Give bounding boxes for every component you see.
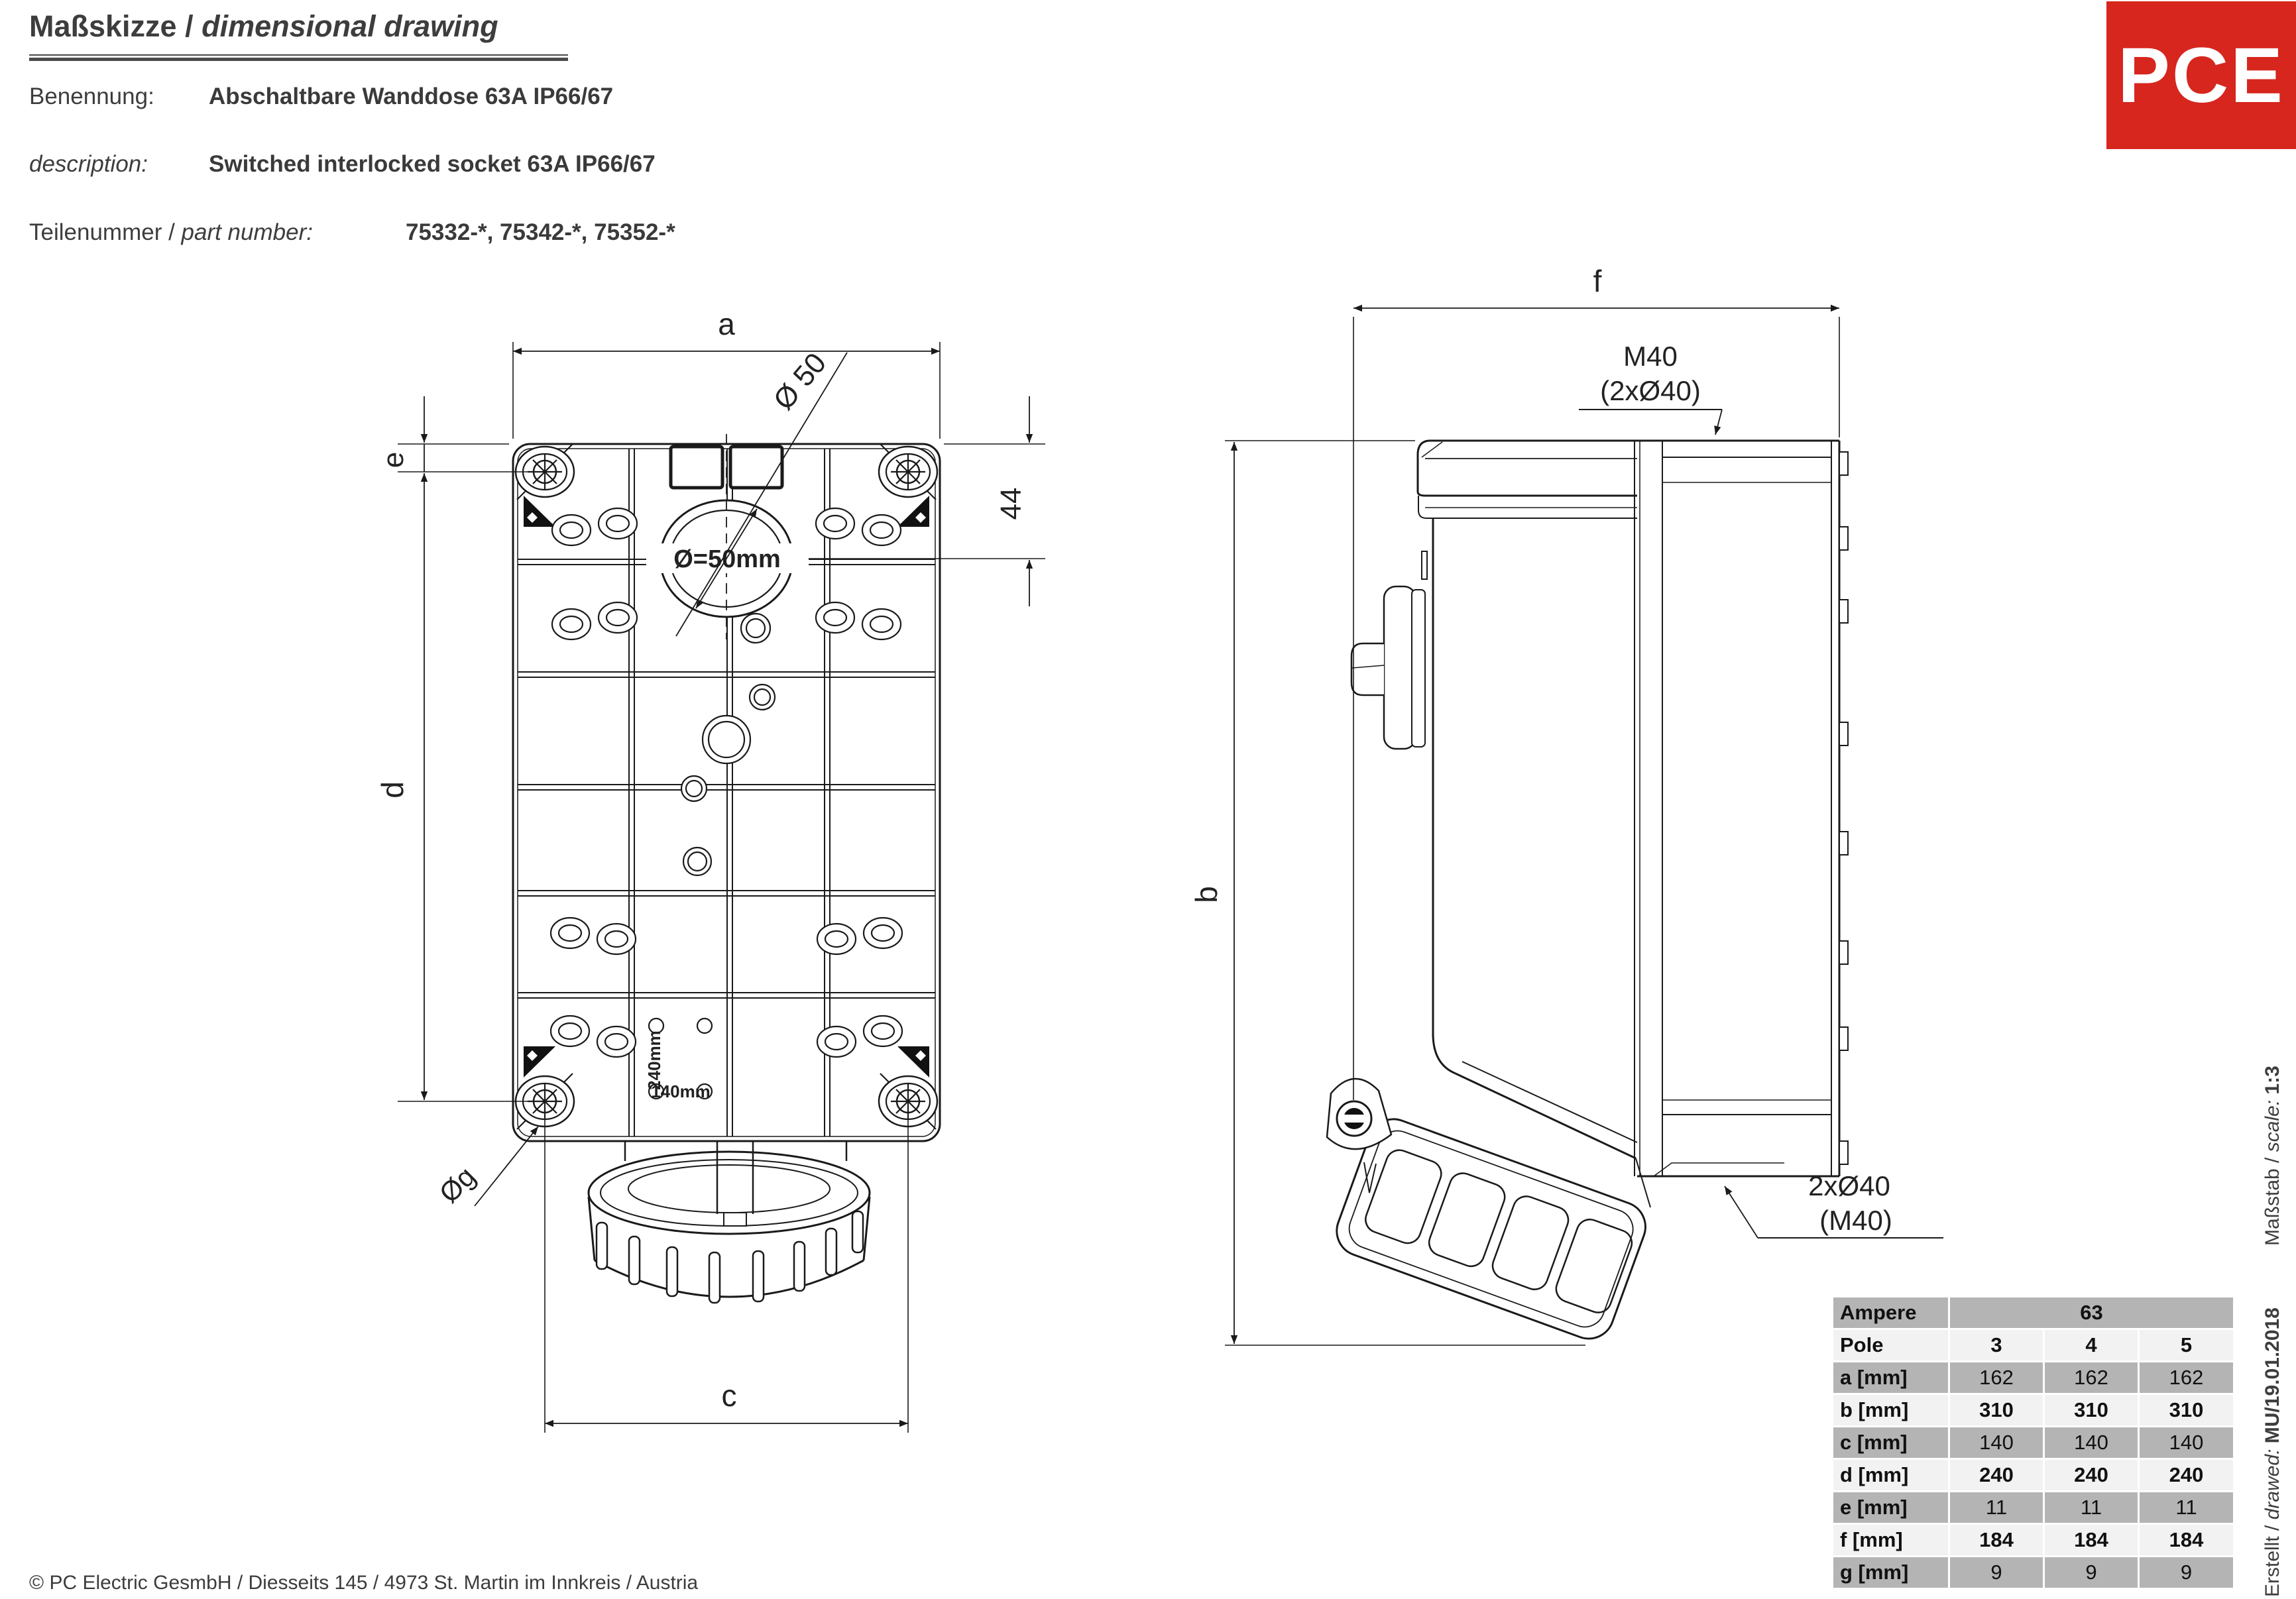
- switch-handle: [1351, 586, 1425, 749]
- name-label: Benennung:: [29, 83, 154, 109]
- dim-f: [1353, 308, 1839, 1100]
- spec-row-a-label: a [mm]: [1833, 1362, 1948, 1393]
- spec-pole-3: 3: [1950, 1330, 2043, 1360]
- part-number-value: 75332-*, 75342-*, 75352-*: [406, 219, 675, 245]
- spec-row-e-v2: 11: [2045, 1492, 2138, 1523]
- m40-top-line1: M40: [1623, 341, 1678, 372]
- dim-label-b: b: [1189, 886, 1224, 903]
- side-body: [1418, 441, 1839, 1176]
- side-view: [1189, 264, 1943, 1346]
- spec-ampere-label: Ampere: [1833, 1297, 1948, 1328]
- page-title-en: dimensional drawing: [193, 9, 498, 43]
- spec-row-b-v1: 310: [1950, 1395, 2043, 1425]
- part-number-label-en: part number:: [174, 219, 313, 245]
- description-value: Switched interlocked socket 63A IP66/67: [209, 151, 656, 177]
- description-label: description:: [29, 151, 148, 177]
- dia50-inline-label: Ø=50mm: [673, 545, 781, 573]
- m40-bottom-line1: 2xØ40: [1808, 1170, 1890, 1201]
- dim-a: [513, 342, 940, 439]
- spec-row-e-v1: 11: [1950, 1492, 2043, 1523]
- dim-g: [475, 1127, 538, 1206]
- spec-row-e-label: e [mm]: [1833, 1492, 1948, 1523]
- hole-spacing-240-label: 240mm: [644, 1030, 664, 1090]
- spec-row-f-v3: 184: [2140, 1525, 2233, 1555]
- created-note: [2262, 1307, 2284, 1597]
- scale-note: [2262, 1066, 2284, 1246]
- wall-mount-clips: [1839, 452, 1848, 1164]
- spec-row-g-label: g [mm]: [1833, 1557, 1948, 1588]
- scale-label-de: Maßstab /: [2262, 1157, 2283, 1246]
- created-value: MU/19.01.2018: [2262, 1307, 2283, 1444]
- m40-bottom-line2: (M40): [1819, 1205, 1892, 1236]
- spec-row-a-v3: 162: [2140, 1362, 2233, 1393]
- created-label-de: Erstellt /: [2262, 1525, 2283, 1597]
- spec-pole-4: 4: [2045, 1330, 2138, 1360]
- mounting-hole-marker: [644, 1019, 712, 1101]
- dim-label-dia50: Ø 50: [767, 347, 833, 416]
- spec-row-d-label: d [mm]: [1833, 1460, 1948, 1490]
- spec-row-e-v3: 11: [2140, 1492, 2233, 1523]
- spec-row-g-v1: 9: [1950, 1557, 2043, 1588]
- center-holes: [681, 614, 775, 875]
- spec-row-d-v3: 240: [2140, 1460, 2233, 1490]
- spec-row-f-v1: 184: [1950, 1525, 2043, 1555]
- spec-row-d-v2: 240: [2045, 1460, 2138, 1490]
- label-m40-bottom: [1725, 1170, 1943, 1238]
- dim-d: [398, 473, 537, 1101]
- dim-label-d: d: [375, 781, 410, 799]
- dim-label-g: Øg: [433, 1160, 482, 1209]
- hole-spacing-140-label: 140mm: [651, 1081, 711, 1101]
- pce-logo-text: PCE: [2118, 31, 2285, 119]
- m40-top-line2: (2xØ40): [1600, 375, 1701, 406]
- spec-row-b-v3: 310: [2140, 1395, 2233, 1425]
- spec-row-g-v3: 9: [2140, 1557, 2233, 1588]
- spec-row-c-v3: 140: [2140, 1427, 2233, 1458]
- spec-row-c-v2: 140: [2045, 1427, 2138, 1458]
- scale-value: 1:3: [2262, 1066, 2283, 1095]
- label-m40-top: [1579, 341, 1722, 435]
- spec-row-a-v2: 162: [2045, 1362, 2138, 1393]
- spec-row-c-v1: 140: [1950, 1427, 2043, 1458]
- dim-label-e: e: [377, 451, 410, 469]
- spec-pole-5: 5: [2140, 1330, 2233, 1360]
- front-view: [375, 307, 1045, 1433]
- dim-label-f: f: [1593, 264, 1602, 298]
- page-title-de: Maßskizze /: [29, 9, 194, 43]
- outlet-cap: [1330, 1112, 1652, 1346]
- dim-label-44: 44: [995, 487, 1027, 520]
- footer-copyright: © PC Electric GesmbH / Diesseits 145 / 4973 St. Martin im Innkreis / Austria: [29, 1572, 699, 1594]
- spec-row-c-label: c [mm]: [1833, 1427, 1948, 1458]
- spec-row-f-v2: 184: [2045, 1525, 2138, 1555]
- created-label-en: drawed:: [2262, 1443, 2283, 1525]
- spec-pole-label: Pole: [1833, 1330, 1948, 1360]
- spec-row-b-v2: 310: [2045, 1395, 2138, 1425]
- name-value: Abschaltbare Wanddose 63A IP66/67: [209, 83, 614, 109]
- part-number-label-de: Teilenummer /: [29, 219, 175, 245]
- front-locking-ring: [589, 1141, 870, 1303]
- spec-row-f-label: f [mm]: [1833, 1525, 1948, 1555]
- socket-outlet: [1327, 1034, 1652, 1346]
- screw-top-right: [879, 444, 937, 500]
- dim-label-c: c: [721, 1378, 737, 1413]
- dim-e: [398, 396, 538, 472]
- spec-row-a-v1: 162: [1950, 1362, 2043, 1393]
- spec-table: [1833, 1297, 2235, 1588]
- scale-label-en: scale:: [2262, 1094, 2283, 1158]
- spec-row-d-v1: 240: [1950, 1460, 2043, 1490]
- dim-label-a: a: [718, 307, 735, 341]
- spec-row-g-v2: 9: [2045, 1557, 2138, 1588]
- spec-ampere-value: 63: [1950, 1297, 2233, 1328]
- spec-row-b-label: b [mm]: [1833, 1395, 1948, 1425]
